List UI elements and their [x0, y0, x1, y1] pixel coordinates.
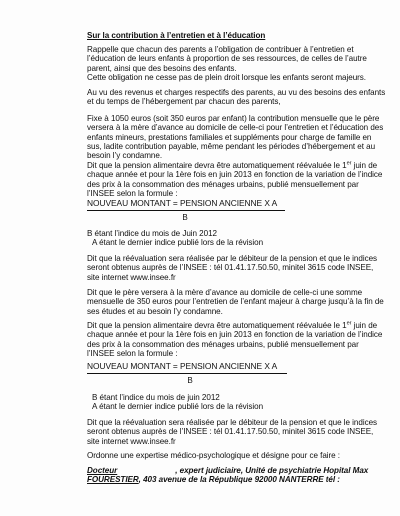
expert-line: , expert judiciaire, Unité de psychiatrie Hopital Max [175, 466, 369, 475]
paragraph-text: juin de chaque année et pour la 1ère fois en juin 2013 en fonction de la variation de l’indice des prix à la consommation des ménages urbains, publié mensuellement par l’INSEE selon la formule : [87, 321, 383, 358]
paragraph: Dit que la réévaluation sera réalisée par le débiteur de la pension et que le indices seront obtenus auprès de l’INSEE : tél 01.41.17.50.50, minitel 3615 code INSEE, site internet www.insee.fr [87, 418, 378, 446]
paragraph: B étant l’indice du mois de Juin 2012 [87, 229, 217, 238]
paragraph: Dit que le père versera à la mère d’avance au domicile de celle-ci une somme mensuelle de 350 euros pour l’entretien de l’enfant majeur à charge jusqu’à la fin de ses études et au besoin l’y condamne. [87, 288, 384, 316]
paragraph: Ordonne une expertise médico-psychologique et désigne pour ce faire : [87, 451, 341, 460]
formula-denominator: B [187, 376, 193, 385]
paragraph: Fixe à 1050 euros (soit 350 euros par enfant) la contribution mensuelle que le père versera à la mère d’avance au domicile de celle-ci pour l’entretien et l’éducation des enfants mineurs, prestations familiales et suppléments pour charge de famille en sus, ladite contribution payable, même pendant les périodes d’hébergement et au besoin l’y condamne. [87, 114, 384, 161]
expert-location-name: FOURESTIER [87, 475, 139, 485]
paragraph: Dit que la réévaluation sera réalisée par le débiteur de la pension et que le indices seront obtenus auprès de l’INSEE : tél 01.41.17.50.50, minitel 3615 code INSEE, site internet www.insee.fr [87, 254, 378, 282]
paragraph-text: juin de chaque année et pour la 1ère fois en juin 2013 en fonction de la variation de l’indice des prix à la consommation des ménages urbains, publié mensuellement par l’INSEE selon la formule : [87, 161, 383, 198]
paragraph-text: Dit que la pension alimentaire devra être automatiquement réévaluée le 1 [87, 321, 347, 330]
paragraph: Rappelle que chacun des parents a l’obligation de contribuer à l’entretien et l’éducation de leurs enfants à proportion de ses ressources, de celles de l’autre parent, ainsi que des besoins des enfants. [87, 45, 367, 73]
paragraph: B étant l’indice du mois de juin 2012 [92, 393, 220, 402]
fraction-line [87, 373, 287, 374]
paragraph: Cette obligation ne cesse pas de plein droit lorsque les enfants seront majeurs. [87, 73, 366, 82]
paragraph [87, 161, 387, 198]
expert-title: Docteur [87, 466, 118, 475]
paragraph: Au vu des revenus et charges respectifs des parents, au vu des besoins des enfants et du temps de l’hébergement par chacun des parents, [87, 88, 386, 107]
fraction-line [87, 210, 285, 211]
paragraph [87, 321, 387, 358]
formula: NOUVEAU MONTANT = PENSION ANCIENNE X A [87, 198, 278, 208]
paragraph: A étant le dernier indice publié lors de la révision [92, 238, 264, 247]
expert-address: , 403 avenue de la République 92000 NANTERRE tél : [138, 475, 340, 485]
superscript: er [346, 160, 352, 167]
formula-denominator: B [182, 213, 188, 222]
formula: NOUVEAU MONTANT = PENSION ANCIENNE X A [87, 361, 278, 371]
paragraph-text: Dit que la pension alimentaire devra être automatiquement réévaluée le 1 [87, 161, 347, 170]
paragraph: A étant le dernier indice publié lors de la révision [92, 402, 264, 411]
section-heading: Sur la contribution à l’entretien et à l’éducation [87, 31, 266, 40]
superscript: er [346, 320, 352, 327]
expert-designation [87, 466, 389, 485]
